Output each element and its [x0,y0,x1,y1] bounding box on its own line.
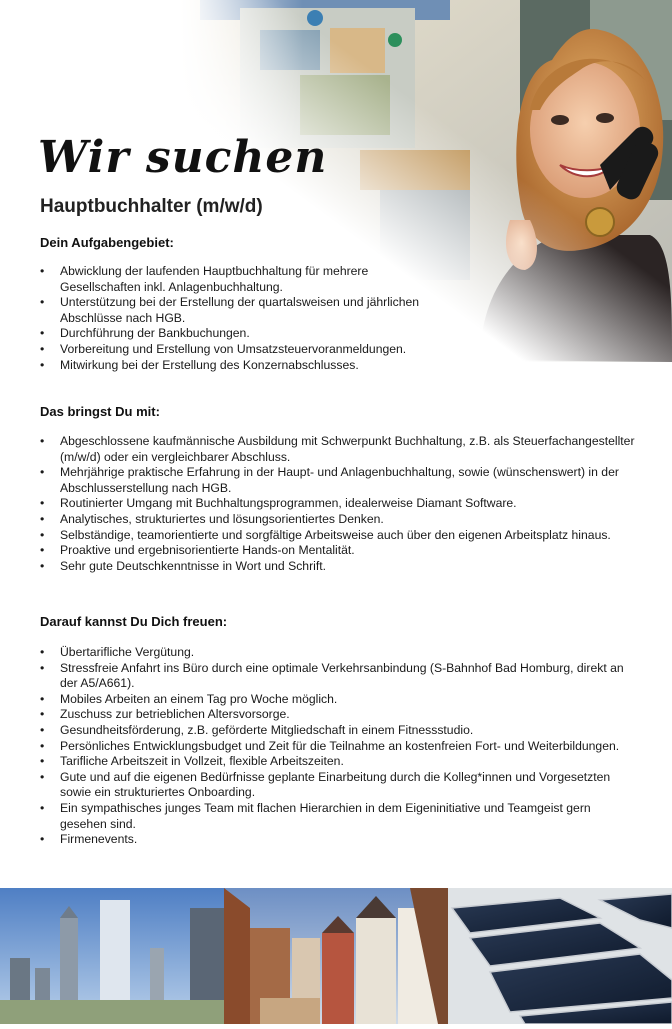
list-item: • Selbständige, teamorientierte und sorgfältige Arbeitsweise auch über den eigenen Arbeitsplatz hinaus. [40,528,640,544]
list-item: • Mitwirkung bei der Erstellung des Konzernabschlusses. [40,358,425,374]
page-title: Wir suchen [38,132,328,183]
list-item: • Abwicklung der laufenden Hauptbuchhaltung für mehrere Gesellschaften inkl. Anlagenbuchhaltung. [40,264,425,295]
job-position-title: Hauptbuchhalter (m/w/d) [40,196,263,217]
city-and-solar-illustration [0,888,672,1024]
list-item: • Ein sympathisches junges Team mit flachen Hierarchien in dem Eigeninitiative und Teamgeist gern gesehen sind. [40,801,640,832]
list-item: • Abgeschlossene kaufmännische Ausbildung mit Schwerpunkt Buchhaltung, z.B. als Steuerfachangestellter (m/w/d) oder ein vergleichbarer Abschluss. [40,434,640,465]
bottom-photo-strip [0,888,672,1024]
list-item: • Vorbereitung und Erstellung von Umsatzsteuervoranmeldungen. [40,342,425,358]
list-item: • Analytisches, strukturiertes und lösungsorientiertes Denken. [40,512,640,528]
list-item: • Proaktive und ergebnisorientierte Hands-on Mentalität. [40,543,640,559]
benefits-list [40,645,640,848]
list-item: • Übertarifliche Vergütung. [40,645,640,661]
section-title-benefits: Darauf kannst Du Dich freuen: [40,614,228,629]
list-item: • Mobiles Arbeiten an einem Tag pro Woche möglich. [40,692,640,708]
list-item: • Unterstützung bei der Erstellung der quartalsweisen und jährlichen Abschlüsse nach HGB. [40,295,425,326]
section-title-requirements: Das bringst Du mit: [40,404,160,419]
list-item: • Mehrjährige praktische Erfahrung in der Haupt- und Anlagenbuchhaltung, sowie (wünschenswert) in der Abschlusserstellung nach HGB. [40,465,640,496]
requirements-list [40,434,640,574]
list-item: • Routinierter Umgang mit Buchhaltungsprogrammen, idealerweise Diamant Software. [40,496,640,512]
list-item: • Firmenevents. [40,832,640,848]
list-item: • Stressfreie Anfahrt ins Büro durch eine optimale Verkehrsanbindung (S-Bahnhof Bad Homburg, direkt an der A5/A661). [40,661,640,692]
list-item: • Sehr gute Deutschkenntnisse in Wort und Schrift. [40,559,640,575]
list-item: • Gesundheitsförderung, z.B. geförderte Mitgliedschaft in einem Fitnessstudio. [40,723,640,739]
list-item: • Tarifliche Arbeitszeit in Vollzeit, flexible Arbeitszeiten. [40,754,640,770]
section-title-tasks: Dein Aufgabengebiet: [40,235,174,250]
list-item: • Zuschuss zur betrieblichen Altersvorsorge. [40,707,640,723]
list-item: • Durchführung der Bankbuchungen. [40,326,425,342]
list-item: • Gute und auf die eigenen Bedürfnisse geplante Einarbeitung durch die Kolleg*innen und Vorgesetzten sowie ein strukturiertes Onboarding. [40,770,640,801]
list-item: • Persönliches Entwicklungsbudget und Zeit für die Teilnahme an kostenfreien Fort- und Weiterbildungen. [40,739,640,755]
tasks-list [40,264,425,373]
